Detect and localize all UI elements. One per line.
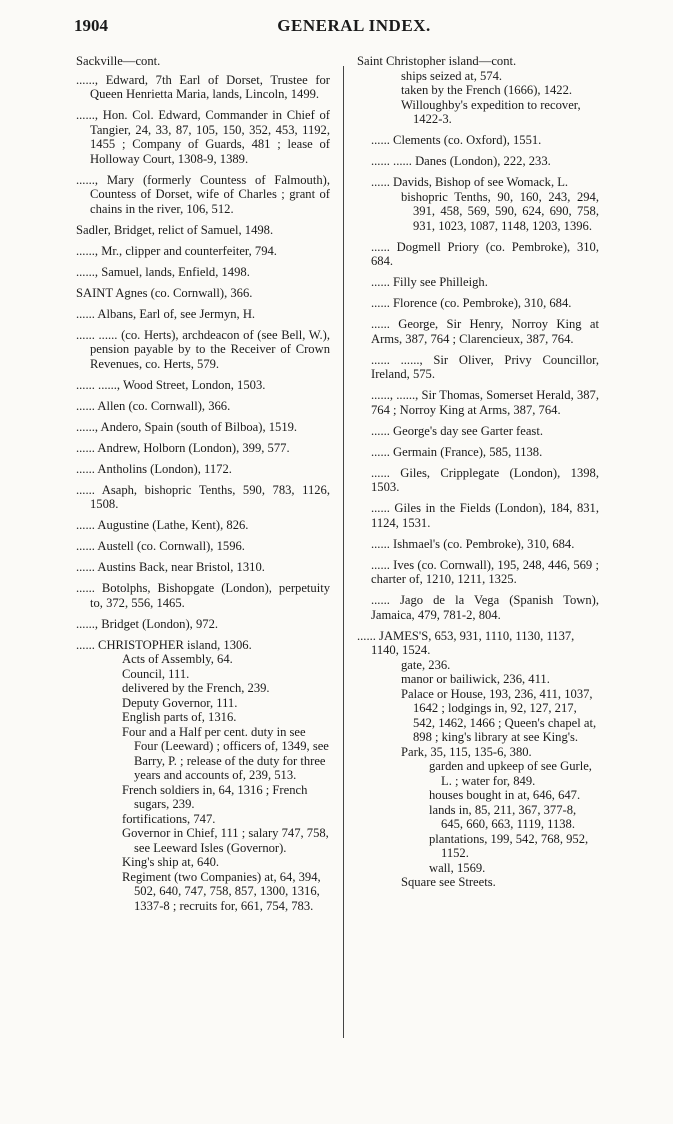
christopher-cont-heading: Saint Christopher island—cont. xyxy=(357,54,517,68)
index-entry xyxy=(357,558,599,587)
index-subentry: Willoughby's expedition to recover, 1422-3. xyxy=(401,97,581,126)
index-entry xyxy=(357,317,599,346)
index-subentry: Acts of Assembly, 64. xyxy=(122,652,233,666)
index-entry: ......, Mr., clipper and counterfeiter, 794. xyxy=(76,243,277,258)
left-column xyxy=(76,54,330,920)
index-entry-text: ...... Davids, Bishop of see Womack, L. xyxy=(371,175,569,189)
index-entry xyxy=(357,133,599,148)
index-entry xyxy=(357,388,599,417)
index-entry-text: ...... George, Sir Henry, Norroy King at Arms, 387, 764 ; Clarencieux, 387, 764. xyxy=(371,317,599,346)
index-entry-text: ......, ......, Sir Thomas, Somerset Herald, 387, 764 ; Norroy King at Arms, 387, 764. xyxy=(371,388,599,417)
james-heading: ...... JAMES'S, 653, 931, 1110, 1130, 1137, 1140, 1524. xyxy=(357,628,575,657)
index-entry-text: ...... Clements (co. Oxford), 1551. xyxy=(371,133,542,147)
index-entry-text: ...... ......, Sir Oliver, Privy Councillor, Ireland, 575. xyxy=(371,352,599,381)
index-entry xyxy=(357,154,599,169)
index-subentry: French soldiers in, 64, 1316 ; French sugars, 239. xyxy=(122,782,308,811)
index-entry: ...... Antholins (London), 1172. xyxy=(76,461,232,476)
index-entry-text: ...... ...... Danes (London), 222, 233. xyxy=(371,154,551,168)
index-subentry: ships seized at, 574. xyxy=(401,68,503,83)
index-entry xyxy=(357,593,599,622)
index-entry-text: ...... Ishmael's (co. Pembroke), 310, 684. xyxy=(371,536,575,551)
index-entry: ...... ...... (co. Herts), archdeacon of (see Bell, W.), pension payable by to the Receiver of Crown Revenues, co. Herts, 579. xyxy=(76,327,330,371)
index-subentry: Governor in Chief, 111 ; salary 747, 758, see Leeward Isles (Governor). xyxy=(122,826,329,855)
index-entry: ...... ......, Wood Street, London, 1503. xyxy=(76,377,266,392)
index-subentry: Park, 35, 115, 135-6, 380. xyxy=(401,744,532,759)
index-subentry: Square see Streets. xyxy=(401,875,496,889)
index-subentry: plantations, 199, 542, 768, 952, 1152. xyxy=(429,831,589,860)
index-entry: ......, Mary (formerly Countess of Falmouth), Countess of Dorset, wife of Charles ; grant of chains in the river, 106, 512. xyxy=(76,172,330,216)
page-header xyxy=(74,16,634,40)
index-subentry: King's ship at, 640. xyxy=(122,855,220,869)
index-subentry: manor or bailiwick, 236, 411. xyxy=(401,672,550,686)
christopher-continued xyxy=(357,54,599,127)
index-entry-text: ...... Florence (co. Pembroke), 310, 684. xyxy=(371,296,572,310)
index-entry-text: ...... Giles in the Fields (London), 184, 831, 1124, 1531. xyxy=(371,501,599,530)
james-subentries xyxy=(357,658,599,890)
christopher-subentries xyxy=(76,652,330,913)
index-entry xyxy=(357,240,599,269)
index-entry-text: ...... George's day see Garter feast. xyxy=(371,423,543,438)
index-entry: ......, Edward, 7th Earl of Dorset, Trustee for Queen Henrietta Maria, lands, Lincoln, 1499. xyxy=(76,72,330,101)
index-entry: SAINT Agnes (co. Cornwall), 366. xyxy=(76,285,253,300)
index-entry: ...... Austell (co. Cornwall), 1596. xyxy=(76,539,245,553)
index-entry: ...... Albans, Earl of, see Jermyn, H. xyxy=(76,306,256,321)
james-entry xyxy=(357,629,599,890)
christopher-entry xyxy=(76,638,330,914)
index-entry: Sackville—cont. xyxy=(76,54,161,68)
index-entry: ...... Augustine (Lathe, Kent), 826. xyxy=(76,518,249,532)
column-divider xyxy=(343,66,344,1038)
index-entry-text: ...... Giles, Cripplegate (London), 1398, 1503. xyxy=(371,465,599,494)
christopher-cont-subentries xyxy=(357,69,599,127)
index-subentry: gate, 236. xyxy=(401,657,451,672)
index-subentry: lands in, 85, 211, 367, 377-8, 645, 660, 663, 1119, 1138. xyxy=(429,802,577,831)
index-subentry: Regiment (two Companies) at, 64, 394, 502, 640, 747, 758, 857, 1300, 1316, 1337-8 ; recruits for, 661, 754, 783. xyxy=(122,869,321,913)
index-entry-text: ...... Dogmell Priory (co. Pembroke), 310, 684. xyxy=(371,239,599,268)
index-entry xyxy=(357,353,599,382)
index-entry: ......, Hon. Col. Edward, Commander in Chief of Tangier, 24, 33, 87, 105, 150, 352, 453, 1192, 1455 ; Company of Guards, 481 ; lease of Holloway Court, 1308-9, 1389. xyxy=(76,108,330,166)
index-entry-text: ...... Ives (co. Cornwall), 195, 248, 446, 569 ; charter of, 1210, 1211, 1325. xyxy=(371,557,599,586)
index-subentry: taken by the French (1666), 1422. xyxy=(401,83,573,97)
christopher-heading: ...... CHRISTOPHER island, 1306. xyxy=(76,637,252,652)
index-entry-text: ...... Jago de la Vega (Spanish Town), Jamaica, 479, 781-2, 804. xyxy=(371,593,599,622)
index-subentry: Deputy Governor, 111. xyxy=(122,695,238,710)
index-subentry: Palace or House, 193, 236, 411, 1037, 1642 ; lodgings in, 92, 127, 217, 542, 1462, 1466 ; Queen's chapel at, 898 ; king's library at see King's. xyxy=(401,686,597,744)
left-entries xyxy=(76,54,330,631)
index-entry: Sadler, Bridget, relict of Samuel, 1498. xyxy=(76,222,274,237)
index-subentry: fortifications, 747. xyxy=(122,811,216,826)
index-subentry: garden and upkeep of see Gurle, L. ; water for, 849. xyxy=(429,759,592,788)
index-entry xyxy=(357,424,599,439)
index-entry: ......, Andero, Spain (south of Bilboa), 1519. xyxy=(76,419,298,434)
index-entry: ...... Asaph, bishopric Tenths, 590, 783, 1126, 1508. xyxy=(76,482,330,511)
index-subentry: wall, 1569. xyxy=(429,860,486,875)
index-subentry: houses bought in at, 646, 647. xyxy=(429,788,581,802)
page-title: GENERAL INDEX. xyxy=(277,16,431,35)
index-entry-text: ...... Germain (France), 585, 1138. xyxy=(371,444,543,459)
index-subentry: Council, 111. xyxy=(122,666,190,681)
index-subentry: Four and a Half per cent. duty in see Four (Leeward) ; officers of, 1349, see Barry, P. ; release of the duty for three years and accounts of, 239, 513. xyxy=(122,724,329,782)
index-subentry: delivered by the French, 239. xyxy=(122,681,270,695)
index-entry: ......, Samuel, lands, Enfield, 1498. xyxy=(76,264,250,279)
index-subentry: English parts of, 1316. xyxy=(122,710,237,724)
index-entry xyxy=(357,445,599,460)
index-entry xyxy=(357,501,599,530)
index-entry: ...... Allen (co. Cornwall), 366. xyxy=(76,398,231,413)
index-entry: ...... Austins Back, near Bristol, 1310. xyxy=(76,560,265,574)
right-column xyxy=(357,54,599,896)
index-entry xyxy=(357,296,599,311)
page-number: 1904 xyxy=(74,16,108,35)
index-entry xyxy=(357,175,599,233)
right-entries xyxy=(357,133,599,622)
index-entry xyxy=(357,537,599,552)
index-entry: ...... Andrew, Holborn (London), 399, 577. xyxy=(76,440,290,455)
index-entry: ......, Bridget (London), 972. xyxy=(76,616,219,631)
index-entry: ...... Botolphs, Bishopgate (London), perpetuity to, 372, 556, 1465. xyxy=(76,581,330,610)
index-entry xyxy=(357,275,599,290)
index-subentry: bishopric Tenths, 90, 160, 243, 294, 391, 458, 569, 590, 624, 690, 758, 931, 1023, 1087, 1148, 1203, 1396. xyxy=(401,189,599,233)
index-entry-text: ...... Filly see Philleigh. xyxy=(371,275,488,289)
index-entry xyxy=(357,466,599,495)
